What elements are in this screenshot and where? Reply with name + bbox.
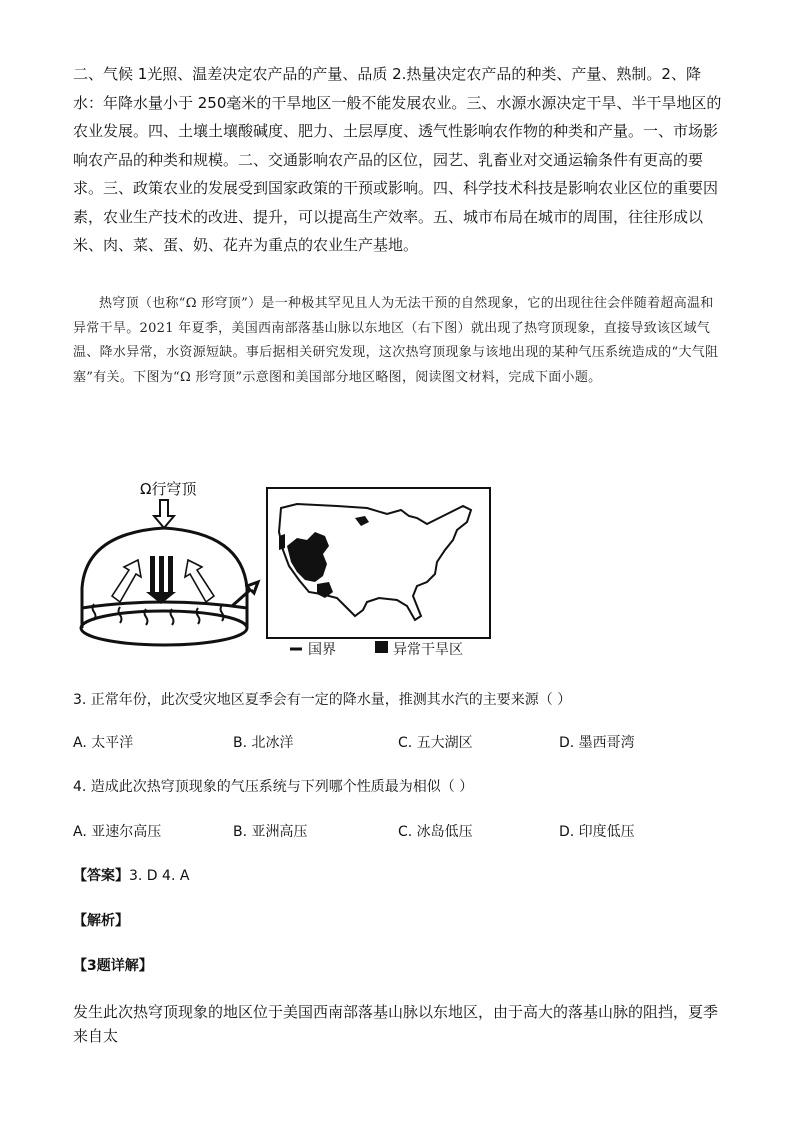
question-3-stem: 3. 正常年份，此次受灾地区夏季会有一定的降水量，推测其水汽的主要来源（ ） xyxy=(73,692,572,708)
q4-option-d[interactable]: D. 印度低压 xyxy=(559,824,635,840)
analysis-label: 【解析】 xyxy=(73,913,129,929)
answer-value: 3. D 4. A xyxy=(129,868,190,884)
answer-label: 【答案】 xyxy=(73,868,129,884)
detail-label: 【3题详解】 xyxy=(73,958,153,974)
question-4-stem: 4. 造成此次热穹顶现象的气压系统与下列哪个性质最为相似（ ） xyxy=(73,779,474,795)
map-legend xyxy=(290,641,463,658)
figure-svg xyxy=(72,478,502,663)
q4-option-c[interactable]: C. 冰岛低压 xyxy=(398,824,473,840)
reading-passage: 热穹顶（也称“Ω 形穹顶”）是一种极其罕见且人为无法干预的自然现象，它的出现往往会伴随着超高温和异常干旱。2021 年夏季，美国西南部落基山脉以东地区（右下图）就出现了热穹顶现象，直接导致该区域气温、降水异常，水资源短缺。事后据相关研究发现，这次热穹顶现象与该地出现的某种气压系统造成的“大气阻塞”有关。下图为“Ω 形穹顶”示意图和美国部分地区略图，阅读图文材料，完成下面小题。 xyxy=(73,296,719,385)
figure-area xyxy=(72,478,502,663)
q3-option-b[interactable]: B. 北冰洋 xyxy=(233,735,294,751)
q3-option-a[interactable]: A. 太平洋 xyxy=(73,735,134,751)
intro-paragraph: 二、气候 1光照、温差决定农产品的产量、品质 2.热量决定农产品的种类、产量、熟制。2、降水：年降水量小于 250毫米的干旱地区一般不能发展农业。三、水源水源决定干旱、半干旱地区的农业发展。四、土壤土壤酸碱度、肥力、土层厚度、透气性影响农作物的种类和产量。一、市场影响农产品的种类和规模。二、交通影响农产品的区位，园艺、乳畜业对交通运输条件有更高的要求。三、政策农业的发展受到国家政策的干预或影响。四、科学技术科技是影响农业区位的重要因素，农业生产技术的改进、提升，可以提高生产效率。五、城市布局在城市的周围，往往形成以米、肉、菜、蛋、奶、花卉为重点的农业生产基地。 xyxy=(73,65,722,254)
omega-dome-diagram xyxy=(81,480,258,645)
dome-label: Ω行穹顶 xyxy=(140,480,197,498)
legend-drought: 异常干旱区 xyxy=(393,642,463,658)
detail-text: 发生此次热穹顶现象的地区位于美国西南部落基山脉以东地区，由于高大的落基山脉的阻挡，夏季来自太 xyxy=(73,1003,719,1045)
q4-option-a[interactable]: A. 亚速尔高压 xyxy=(73,824,162,840)
us-map xyxy=(267,488,490,638)
q4-option-b[interactable]: B. 亚洲高压 xyxy=(233,824,308,840)
q3-option-d[interactable]: D. 墨西哥湾 xyxy=(559,735,635,751)
legend-border: 国界 xyxy=(308,642,336,658)
q3-option-c[interactable]: C. 五大湖区 xyxy=(398,735,473,751)
answer-line xyxy=(73,866,189,886)
